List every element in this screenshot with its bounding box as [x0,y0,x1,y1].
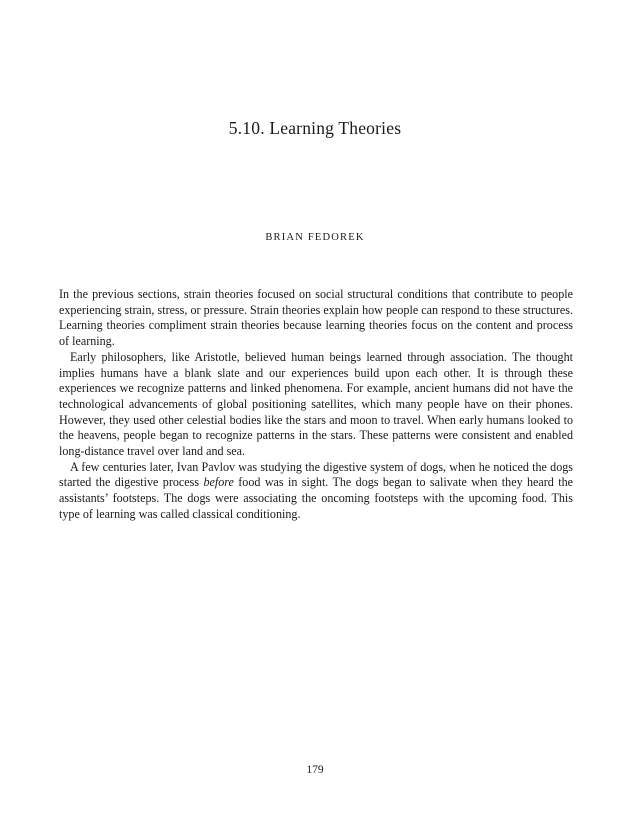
paragraph-1: In the previous sections, strain theories focused on social structural conditions that contribute to people experiencing strain, stress, or pressure. Strain theories explain how people can respond to these structures. Learning theories compliment strain theories because learning theories focus on the content and process of learning. [59,287,573,349]
paragraph-3 [59,460,573,523]
author-name: BRIAN FEDOREK [265,232,365,243]
chapter-title: 5.10. Learning Theories [228,118,402,138]
body-text [59,287,573,523]
page-number: 179 [306,764,324,776]
paragraph-2: Early philosophers, like Aristotle, believed human beings learned through association. The thought implies humans have a blank slate and our experiences build upon each other. It is through these experiences we recognize patterns and linked phenomena. For example, ancient humans did not have the technological advancements of global positioning satellites, which many people have on their phones. However, they used other celestial bodies like the stars and moon to travel. When early humans looked to the heavens, people began to recognize patterns in the stars. These patterns were consistent and enabled long-distance travel over land and sea. [59,349,573,459]
emphasis-before: before [203,475,234,490]
paragraph-3-part-1: A few centuries later, Ivan Pavlov was studying the digestive system of dogs, when he noticed the dogs started the digestive process [59,459,573,490]
paragraph-3-part-2: food was in sight. The dogs began to salivate when they heard the assistants’ footsteps. The dogs were associating the oncoming footsteps with the upcoming food. This type of learning was called classical conditioning. [59,475,574,521]
